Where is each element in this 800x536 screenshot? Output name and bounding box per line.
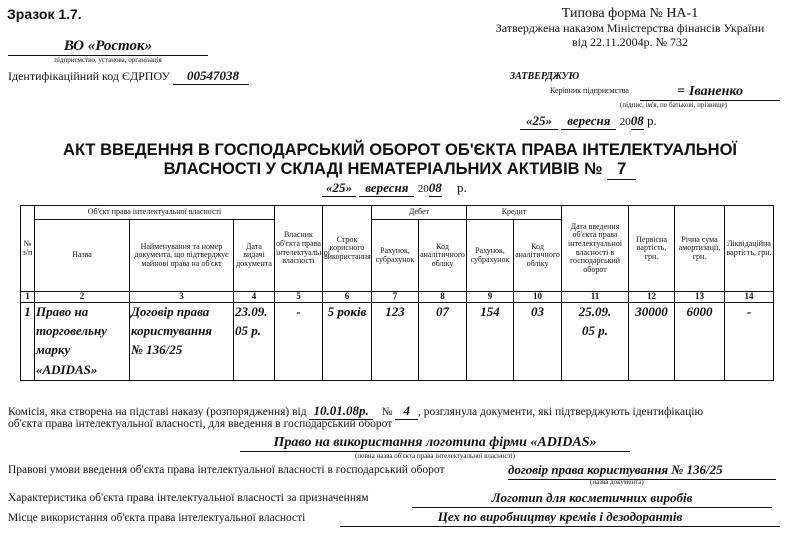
legal-label: Правові умови введення об'єкта права інтелектуальної власності в господарський оборот bbox=[8, 464, 445, 476]
characteristic-value: Логотип для косметичних виробів bbox=[491, 490, 693, 505]
approval-day: «25» bbox=[520, 113, 558, 130]
header-initial-cost: Первісна вартість, грн. bbox=[629, 206, 675, 292]
place-value: Цех по виробництву кремів і дезодорантів bbox=[437, 509, 683, 524]
header-credit-analytic: Код аналітичного обліку bbox=[514, 220, 562, 292]
approval-head-label: Керівник підприємства bbox=[550, 86, 629, 95]
act-title-line2 bbox=[0, 160, 800, 180]
header-debit: Дебет bbox=[372, 206, 467, 220]
approval-signature-line bbox=[640, 82, 780, 101]
characteristic-value-line bbox=[412, 489, 772, 508]
approval-head-name: Іваненко bbox=[689, 84, 743, 99]
act-date bbox=[322, 180, 467, 197]
approval-year-unit: р. bbox=[646, 113, 657, 128]
order-no: 4 bbox=[395, 403, 418, 420]
row-name-line: торговельну bbox=[35, 322, 130, 341]
act-year-suffix: 08 bbox=[428, 180, 442, 195]
header-no: № з/п bbox=[21, 206, 35, 292]
enterprise-name: ВО «Росток» bbox=[8, 38, 208, 56]
col-number: 7 bbox=[372, 292, 419, 303]
act-title-line1: АКТ ВВЕДЕННЯ В ГОСПОДАРСЬКИЙ ОБОРОТ ОБ'ЄКТА ПРАВА ІНТЕЛЕКТУАЛЬНОЇ bbox=[63, 141, 737, 159]
header-credit: Кредит bbox=[467, 206, 562, 220]
row-liquidation: - bbox=[725, 303, 774, 323]
edrpou-code: 00547038 bbox=[173, 68, 249, 85]
col-number: 11 bbox=[562, 292, 629, 303]
row-initial-cost: 30000 bbox=[629, 303, 675, 323]
row-name-line: «ADIDAS» bbox=[35, 360, 130, 381]
approval-date bbox=[520, 113, 657, 130]
row-date-line: 23.09. bbox=[234, 303, 275, 323]
row-doc-line: № 136/25 bbox=[130, 341, 234, 360]
row-annual-amort: 6000 bbox=[675, 303, 725, 323]
commission-text2: , розглянула документи, які підтверджують ідентифікацію bbox=[417, 406, 704, 418]
legal-row bbox=[8, 464, 444, 476]
col-number: 6 bbox=[323, 292, 372, 303]
right-name-block bbox=[240, 434, 630, 460]
edrpou-row bbox=[8, 68, 249, 85]
row-debit-code: 07 bbox=[419, 303, 467, 323]
characteristic-label: Характеристика об'єкта права інтелектуальної власності за призначенням bbox=[8, 492, 369, 504]
header-annual-amort: Річна сума амортизації, грн. bbox=[675, 206, 725, 292]
place-value-line bbox=[340, 508, 780, 527]
col-number: 8 bbox=[419, 292, 467, 303]
col-number: 12 bbox=[629, 292, 675, 303]
header-debit-account: Рахунок, субрахунок bbox=[372, 220, 419, 292]
act-year-prefix: 20 bbox=[417, 183, 429, 195]
approval-heading: ЗАТВЕРДЖУЮ bbox=[510, 71, 580, 82]
header-object-group: Об'єкт права інтелектуальної власності bbox=[35, 206, 275, 220]
act-year-unit: р. bbox=[456, 180, 467, 195]
header-name: Назва bbox=[35, 220, 130, 292]
commission-text1: Комісія, яка створена на підставі наказу (розпорядження) від bbox=[8, 406, 307, 418]
row-doc-line: користування bbox=[130, 322, 234, 341]
order-date: 10.01.08р. bbox=[309, 403, 372, 420]
header-date-intro: Дата введення об'єкта права інтелектуальної власності в господарський оборот bbox=[562, 206, 629, 292]
col-number: 13 bbox=[675, 292, 725, 303]
header-document: Найменування та номер документа, що підтверджує майнові права на об'єкт bbox=[130, 220, 234, 292]
row-credit-code: 03 bbox=[514, 303, 562, 323]
right-name: Право на використання логотипа фірми «ADIDAS» bbox=[240, 434, 630, 452]
commission-text3: об'єкта права інтелектуальної власності, для введення в господарський оборот bbox=[8, 418, 393, 430]
col-number: 1 bbox=[21, 292, 35, 303]
row-debit-account: 123 bbox=[372, 303, 419, 323]
row-name-line: Право на bbox=[35, 303, 130, 323]
row-no: 1 bbox=[21, 303, 35, 323]
col-number: 10 bbox=[514, 292, 562, 303]
order-no-label: № bbox=[381, 406, 393, 418]
col-number: 4 bbox=[234, 292, 275, 303]
approval-caption: (підпис, ім'я, по батькові, прізвище) bbox=[620, 101, 727, 109]
row-owner: - bbox=[275, 303, 323, 323]
row-doc-line: Договір права bbox=[130, 303, 234, 323]
col-number: 9 bbox=[467, 292, 514, 303]
header-owner: Власник об'єкта права інтелектуальної власності bbox=[275, 206, 323, 292]
header-debit-analytic: Код аналітичного обліку bbox=[419, 220, 467, 292]
act-title-text: ВЛАСНОСТІ У СКЛАДІ НЕМАТЕРІАЛЬНИХ АКТИВІВ № bbox=[163, 160, 603, 178]
edrpou-label: Ідентифікаційний код ЄДРПОУ bbox=[8, 69, 170, 83]
approval-month: вересня bbox=[561, 113, 616, 130]
approval-sign-mark: = bbox=[677, 84, 686, 99]
row-date-line: 05 р. bbox=[234, 322, 275, 341]
legal-value: договір права користування № 136/25 bbox=[508, 462, 723, 477]
approval-year-suffix: 08 bbox=[630, 113, 644, 128]
row-credit-account: 154 bbox=[467, 303, 514, 323]
col-number: 2 bbox=[35, 292, 130, 303]
right-name-caption: (повна назва об'єкта права інтелектуальної власності) bbox=[355, 452, 515, 460]
row-name-line: марку bbox=[35, 341, 130, 360]
header-date-issue: Дата видачі документа bbox=[234, 220, 275, 292]
row-intro-line: 25.09. bbox=[562, 303, 629, 323]
row-intro-line: 05 р. bbox=[562, 322, 629, 341]
place-label: Місце використання об'єкта права інтелектуальної власності bbox=[8, 512, 306, 524]
legal-caption: (назва документа) bbox=[590, 478, 644, 486]
header-liquidation: Ліквідаційна вартість, грн. bbox=[725, 206, 774, 292]
form-info bbox=[470, 6, 790, 49]
col-number: 5 bbox=[275, 292, 323, 303]
enterprise-caption: підприємство, установа, організація bbox=[54, 56, 162, 64]
form-title: Типова форма № НА-1 bbox=[561, 6, 699, 21]
act-month: вересня bbox=[359, 180, 414, 197]
approval-year-prefix: 20 bbox=[619, 116, 631, 128]
header-credit-account: Рахунок, субрахунок bbox=[467, 220, 514, 292]
sample-label: Зразок 1.7. bbox=[7, 6, 82, 22]
form-approved-date: від 22.11.2004р. № 732 bbox=[571, 35, 689, 49]
row-term: 5 років bbox=[323, 303, 372, 323]
act-day: «25» bbox=[322, 180, 356, 197]
col-number: 14 bbox=[725, 292, 774, 303]
act-number: 7 bbox=[607, 160, 636, 180]
col-number: 3 bbox=[130, 292, 234, 303]
header-term: Строк корисного використання bbox=[323, 206, 372, 292]
assets-table bbox=[20, 205, 774, 381]
enterprise-block bbox=[8, 38, 208, 64]
form-approved-by: Затверджена наказом Міністерства фінансів України bbox=[495, 21, 765, 35]
